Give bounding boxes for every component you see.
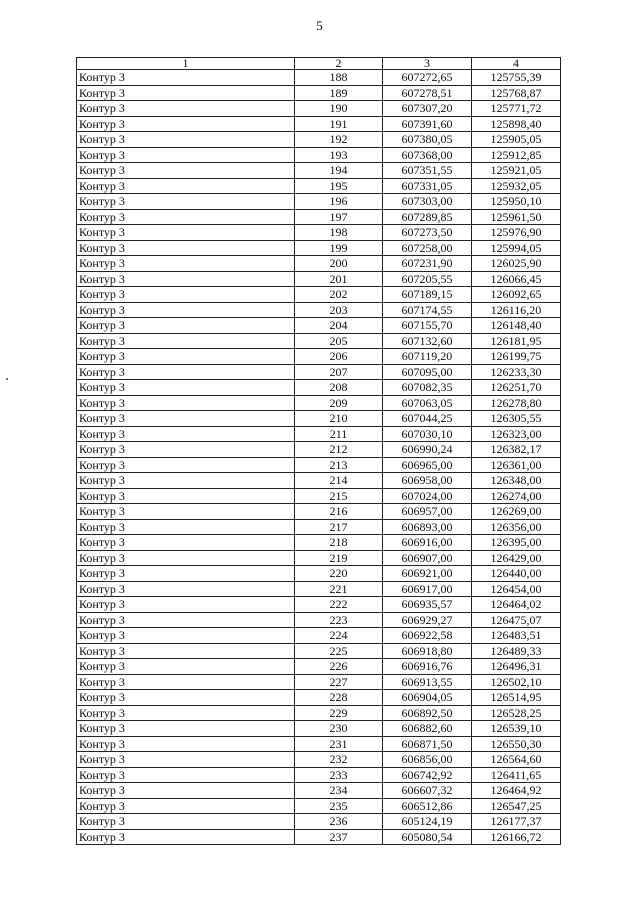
- contour-name-cell: Контур 3: [77, 473, 295, 489]
- y-coordinate-cell: 126528,25: [472, 705, 561, 721]
- x-coordinate-cell: 606918,80: [383, 643, 472, 659]
- point-number-cell: 190: [295, 101, 383, 117]
- y-coordinate-cell: 125950,10: [472, 194, 561, 210]
- table-row: [77, 364, 561, 380]
- contour-name-cell: Контур 3: [77, 349, 295, 365]
- table-row: [77, 178, 561, 194]
- y-coordinate-cell: 125771,72: [472, 101, 561, 117]
- point-number-cell: 235: [295, 798, 383, 814]
- table-row: [77, 783, 561, 799]
- table-row: [77, 829, 561, 845]
- contour-name-cell: Контур 3: [77, 705, 295, 721]
- point-number-cell: 202: [295, 287, 383, 303]
- x-coordinate-cell: 606935,57: [383, 597, 472, 613]
- point-number-cell: 192: [295, 132, 383, 148]
- point-number-cell: 211: [295, 426, 383, 442]
- point-number-cell: 207: [295, 364, 383, 380]
- x-coordinate-cell: 606893,00: [383, 519, 472, 535]
- x-coordinate-cell: 607082,35: [383, 380, 472, 396]
- y-coordinate-cell: 126251,70: [472, 380, 561, 396]
- y-coordinate-cell: 126539,10: [472, 721, 561, 737]
- y-coordinate-cell: 125905,05: [472, 132, 561, 148]
- point-number-cell: 223: [295, 612, 383, 628]
- point-number-cell: 236: [295, 814, 383, 830]
- point-number-cell: 214: [295, 473, 383, 489]
- point-number-cell: 215: [295, 488, 383, 504]
- point-number-cell: 221: [295, 581, 383, 597]
- y-coordinate-cell: 126440,00: [472, 566, 561, 582]
- point-number-cell: 225: [295, 643, 383, 659]
- x-coordinate-cell: 607368,00: [383, 147, 472, 163]
- x-coordinate-cell: 607391,60: [383, 116, 472, 132]
- point-number-cell: 196: [295, 194, 383, 210]
- table-row: [77, 287, 561, 303]
- x-coordinate-cell: 607024,00: [383, 488, 472, 504]
- scan-speck: [6, 378, 8, 380]
- point-number-cell: 233: [295, 767, 383, 783]
- point-number-cell: 222: [295, 597, 383, 613]
- x-coordinate-cell: 606916,00: [383, 535, 472, 551]
- contour-name-cell: Контур 3: [77, 674, 295, 690]
- point-number-cell: 199: [295, 240, 383, 256]
- contour-name-cell: Контур 3: [77, 752, 295, 768]
- table-row: [77, 132, 561, 148]
- x-coordinate-cell: 606917,00: [383, 581, 472, 597]
- y-coordinate-cell: 126323,00: [472, 426, 561, 442]
- point-number-cell: 191: [295, 116, 383, 132]
- y-coordinate-cell: 126066,45: [472, 271, 561, 287]
- contour-name-cell: Контур 3: [77, 256, 295, 272]
- contour-name-cell: Контур 3: [77, 287, 295, 303]
- contour-name-cell: Контур 3: [77, 504, 295, 520]
- y-coordinate-cell: 125921,05: [472, 163, 561, 179]
- y-coordinate-cell: 126092,65: [472, 287, 561, 303]
- contour-name-cell: Контур 3: [77, 442, 295, 458]
- contour-name-cell: Контур 3: [77, 318, 295, 334]
- y-coordinate-cell: 126483,51: [472, 628, 561, 644]
- contour-name-cell: Контур 3: [77, 85, 295, 101]
- point-number-cell: 226: [295, 659, 383, 675]
- contour-name-cell: Контур 3: [77, 411, 295, 427]
- y-coordinate-cell: 125898,40: [472, 116, 561, 132]
- y-coordinate-cell: 125976,90: [472, 225, 561, 241]
- y-coordinate-cell: 126177,37: [472, 814, 561, 830]
- point-number-cell: 237: [295, 829, 383, 845]
- table-row: [77, 116, 561, 132]
- x-coordinate-cell: 606882,60: [383, 721, 472, 737]
- table-row: [77, 767, 561, 783]
- y-coordinate-cell: 126411,65: [472, 767, 561, 783]
- y-coordinate-cell: 126382,17: [472, 442, 561, 458]
- y-coordinate-cell: 126199,75: [472, 349, 561, 365]
- table-row: [77, 209, 561, 225]
- x-coordinate-cell: 606871,50: [383, 736, 472, 752]
- x-coordinate-cell: 607231,90: [383, 256, 472, 272]
- y-coordinate-cell: 126464,92: [472, 783, 561, 799]
- y-coordinate-cell: 126454,00: [472, 581, 561, 597]
- x-coordinate-cell: 605080,54: [383, 829, 472, 845]
- table-row: [77, 659, 561, 675]
- point-number-cell: 209: [295, 395, 383, 411]
- y-coordinate-cell: 125932,05: [472, 178, 561, 194]
- table-row: [77, 271, 561, 287]
- x-coordinate-cell: 607273,50: [383, 225, 472, 241]
- contour-name-cell: Контур 3: [77, 829, 295, 845]
- table-row: [77, 349, 561, 365]
- table-row: [77, 380, 561, 396]
- point-number-cell: 217: [295, 519, 383, 535]
- contour-name-cell: Контур 3: [77, 798, 295, 814]
- x-coordinate-cell: 607132,60: [383, 333, 472, 349]
- point-number-cell: 231: [295, 736, 383, 752]
- contour-name-cell: Контур 3: [77, 612, 295, 628]
- x-coordinate-cell: 606958,00: [383, 473, 472, 489]
- x-coordinate-cell: 607044,25: [383, 411, 472, 427]
- contour-name-cell: Контур 3: [77, 659, 295, 675]
- table-row: [77, 256, 561, 272]
- table-row: [77, 504, 561, 520]
- contour-name-cell: Контур 3: [77, 488, 295, 504]
- table-row: [77, 597, 561, 613]
- x-coordinate-cell: 605124,19: [383, 814, 472, 830]
- x-coordinate-cell: 607205,55: [383, 271, 472, 287]
- table-row: [77, 395, 561, 411]
- table-row: [77, 70, 561, 86]
- point-number-cell: 224: [295, 628, 383, 644]
- contour-name-cell: Контур 3: [77, 690, 295, 706]
- table-row: [77, 566, 561, 582]
- table-row: [77, 550, 561, 566]
- x-coordinate-cell: 606990,24: [383, 442, 472, 458]
- point-number-cell: 227: [295, 674, 383, 690]
- page-number: 5: [316, 18, 323, 33]
- x-coordinate-cell: 606742,92: [383, 767, 472, 783]
- table-row: [77, 101, 561, 117]
- point-number-cell: 189: [295, 85, 383, 101]
- x-coordinate-cell: 607095,00: [383, 364, 472, 380]
- x-coordinate-cell: 607155,70: [383, 318, 472, 334]
- contour-name-cell: Контур 3: [77, 302, 295, 318]
- column-header-1: 1: [77, 58, 295, 70]
- x-coordinate-cell: 607278,51: [383, 85, 472, 101]
- table-row: [77, 612, 561, 628]
- x-coordinate-cell: 607351,55: [383, 163, 472, 179]
- contour-name-cell: Контур 3: [77, 457, 295, 473]
- y-coordinate-cell: 126274,00: [472, 488, 561, 504]
- table-row: [77, 442, 561, 458]
- table-row: [77, 814, 561, 830]
- table-row: [77, 225, 561, 241]
- y-coordinate-cell: 125961,50: [472, 209, 561, 225]
- table-row: [77, 194, 561, 210]
- y-coordinate-cell: 126269,00: [472, 504, 561, 520]
- x-coordinate-cell: 606607,32: [383, 783, 472, 799]
- point-number-cell: 208: [295, 380, 383, 396]
- y-coordinate-cell: 126233,30: [472, 364, 561, 380]
- point-number-cell: 216: [295, 504, 383, 520]
- contour-name-cell: Контур 3: [77, 209, 295, 225]
- x-coordinate-cell: 607174,55: [383, 302, 472, 318]
- x-coordinate-cell: 606965,00: [383, 457, 472, 473]
- point-number-cell: 210: [295, 411, 383, 427]
- table-row: [77, 752, 561, 768]
- point-number-cell: 200: [295, 256, 383, 272]
- column-header-3: 3: [383, 58, 472, 70]
- table-row: [77, 736, 561, 752]
- x-coordinate-cell: 606957,00: [383, 504, 472, 520]
- x-coordinate-cell: 607030,10: [383, 426, 472, 442]
- contour-name-cell: Контур 3: [77, 225, 295, 241]
- x-coordinate-cell: 606922,58: [383, 628, 472, 644]
- point-number-cell: 232: [295, 752, 383, 768]
- column-header-4: 4: [472, 58, 561, 70]
- point-number-cell: 219: [295, 550, 383, 566]
- y-coordinate-cell: 126550,30: [472, 736, 561, 752]
- x-coordinate-cell: 607289,85: [383, 209, 472, 225]
- table-row: [77, 411, 561, 427]
- y-coordinate-cell: 125768,87: [472, 85, 561, 101]
- contour-name-cell: Контур 3: [77, 395, 295, 411]
- y-coordinate-cell: 126429,00: [472, 550, 561, 566]
- contour-name-cell: Контур 3: [77, 566, 295, 582]
- y-coordinate-cell: 126489,33: [472, 643, 561, 659]
- contour-name-cell: Контур 3: [77, 194, 295, 210]
- x-coordinate-cell: 607331,05: [383, 178, 472, 194]
- y-coordinate-cell: 125755,39: [472, 70, 561, 86]
- contour-name-cell: Контур 3: [77, 783, 295, 799]
- y-coordinate-cell: 126181,95: [472, 333, 561, 349]
- column-header-2: 2: [295, 58, 383, 70]
- y-coordinate-cell: 126116,20: [472, 302, 561, 318]
- point-number-cell: 206: [295, 349, 383, 365]
- contour-name-cell: Контур 3: [77, 147, 295, 163]
- point-number-cell: 197: [295, 209, 383, 225]
- contour-name-cell: Контур 3: [77, 101, 295, 117]
- point-number-cell: 213: [295, 457, 383, 473]
- contour-name-cell: Контур 3: [77, 581, 295, 597]
- y-coordinate-cell: 126564,60: [472, 752, 561, 768]
- table-row: [77, 628, 561, 644]
- contour-name-cell: Контур 3: [77, 628, 295, 644]
- x-coordinate-cell: 606916,76: [383, 659, 472, 675]
- table-row: [77, 85, 561, 101]
- y-coordinate-cell: 126514,95: [472, 690, 561, 706]
- table-row: [77, 519, 561, 535]
- point-number-cell: 218: [295, 535, 383, 551]
- y-coordinate-cell: 126496,31: [472, 659, 561, 675]
- contour-name-cell: Контур 3: [77, 519, 295, 535]
- table-row: [77, 643, 561, 659]
- y-coordinate-cell: 126278,80: [472, 395, 561, 411]
- y-coordinate-cell: 125912,85: [472, 147, 561, 163]
- x-coordinate-cell: 606913,55: [383, 674, 472, 690]
- contour-name-cell: Контур 3: [77, 550, 295, 566]
- y-coordinate-cell: 126166,72: [472, 829, 561, 845]
- y-coordinate-cell: 126395,00: [472, 535, 561, 551]
- y-coordinate-cell: 126464,02: [472, 597, 561, 613]
- x-coordinate-cell: 606904,05: [383, 690, 472, 706]
- y-coordinate-cell: 126305,55: [472, 411, 561, 427]
- y-coordinate-cell: 126148,40: [472, 318, 561, 334]
- point-number-cell: 193: [295, 147, 383, 163]
- contour-name-cell: Контур 3: [77, 814, 295, 830]
- table-row: [77, 457, 561, 473]
- table-row: [77, 488, 561, 504]
- x-coordinate-cell: 606892,50: [383, 705, 472, 721]
- point-number-cell: 234: [295, 783, 383, 799]
- point-number-cell: 188: [295, 70, 383, 86]
- y-coordinate-cell: 126475,07: [472, 612, 561, 628]
- y-coordinate-cell: 126348,00: [472, 473, 561, 489]
- x-coordinate-cell: 606856,00: [383, 752, 472, 768]
- contour-name-cell: Контур 3: [77, 116, 295, 132]
- x-coordinate-cell: 606929,27: [383, 612, 472, 628]
- point-number-cell: 228: [295, 690, 383, 706]
- table-row: [77, 240, 561, 256]
- table-row: [77, 690, 561, 706]
- table-row: [77, 426, 561, 442]
- table-row: [77, 163, 561, 179]
- point-number-cell: 203: [295, 302, 383, 318]
- table-row: [77, 535, 561, 551]
- contour-name-cell: Контур 3: [77, 535, 295, 551]
- contour-name-cell: Контур 3: [77, 736, 295, 752]
- contour-name-cell: Контур 3: [77, 643, 295, 659]
- y-coordinate-cell: 126361,00: [472, 457, 561, 473]
- y-coordinate-cell: 126356,00: [472, 519, 561, 535]
- contour-name-cell: Контур 3: [77, 721, 295, 737]
- x-coordinate-cell: 607119,20: [383, 349, 472, 365]
- point-number-cell: 230: [295, 721, 383, 737]
- x-coordinate-cell: 606921,00: [383, 566, 472, 582]
- point-number-cell: 212: [295, 442, 383, 458]
- point-number-cell: 194: [295, 163, 383, 179]
- table-row: [77, 318, 561, 334]
- table-row: [77, 302, 561, 318]
- x-coordinate-cell: 607380,05: [383, 132, 472, 148]
- contour-name-cell: Контур 3: [77, 380, 295, 396]
- contour-name-cell: Контур 3: [77, 163, 295, 179]
- point-number-cell: 205: [295, 333, 383, 349]
- contour-name-cell: Контур 3: [77, 240, 295, 256]
- point-number-cell: 195: [295, 178, 383, 194]
- point-number-cell: 198: [295, 225, 383, 241]
- contour-name-cell: Контур 3: [77, 70, 295, 86]
- y-coordinate-cell: 125994,05: [472, 240, 561, 256]
- x-coordinate-cell: 607272,65: [383, 70, 472, 86]
- x-coordinate-cell: 607303,00: [383, 194, 472, 210]
- y-coordinate-cell: 126502,10: [472, 674, 561, 690]
- table-body: [77, 70, 561, 845]
- table-row: [77, 674, 561, 690]
- table-header-row: [77, 58, 561, 70]
- y-coordinate-cell: 126547,25: [472, 798, 561, 814]
- contour-name-cell: Контур 3: [77, 333, 295, 349]
- table-row: [77, 581, 561, 597]
- point-number-cell: 201: [295, 271, 383, 287]
- coordinates-table: [76, 57, 561, 845]
- table-row: [77, 705, 561, 721]
- table-row: [77, 147, 561, 163]
- x-coordinate-cell: 607307,20: [383, 101, 472, 117]
- table-row: [77, 798, 561, 814]
- contour-name-cell: Контур 3: [77, 364, 295, 380]
- point-number-cell: 220: [295, 566, 383, 582]
- x-coordinate-cell: 607063,05: [383, 395, 472, 411]
- point-number-cell: 229: [295, 705, 383, 721]
- contour-name-cell: Контур 3: [77, 271, 295, 287]
- x-coordinate-cell: 607189,15: [383, 287, 472, 303]
- contour-name-cell: Контур 3: [77, 132, 295, 148]
- y-coordinate-cell: 126025,90: [472, 256, 561, 272]
- x-coordinate-cell: 606512,86: [383, 798, 472, 814]
- table-row: [77, 721, 561, 737]
- x-coordinate-cell: 607258,00: [383, 240, 472, 256]
- point-number-cell: 204: [295, 318, 383, 334]
- contour-name-cell: Контур 3: [77, 597, 295, 613]
- contour-name-cell: Контур 3: [77, 426, 295, 442]
- contour-name-cell: Контур 3: [77, 178, 295, 194]
- table-row: [77, 473, 561, 489]
- contour-name-cell: Контур 3: [77, 767, 295, 783]
- x-coordinate-cell: 606907,00: [383, 550, 472, 566]
- table-row: [77, 333, 561, 349]
